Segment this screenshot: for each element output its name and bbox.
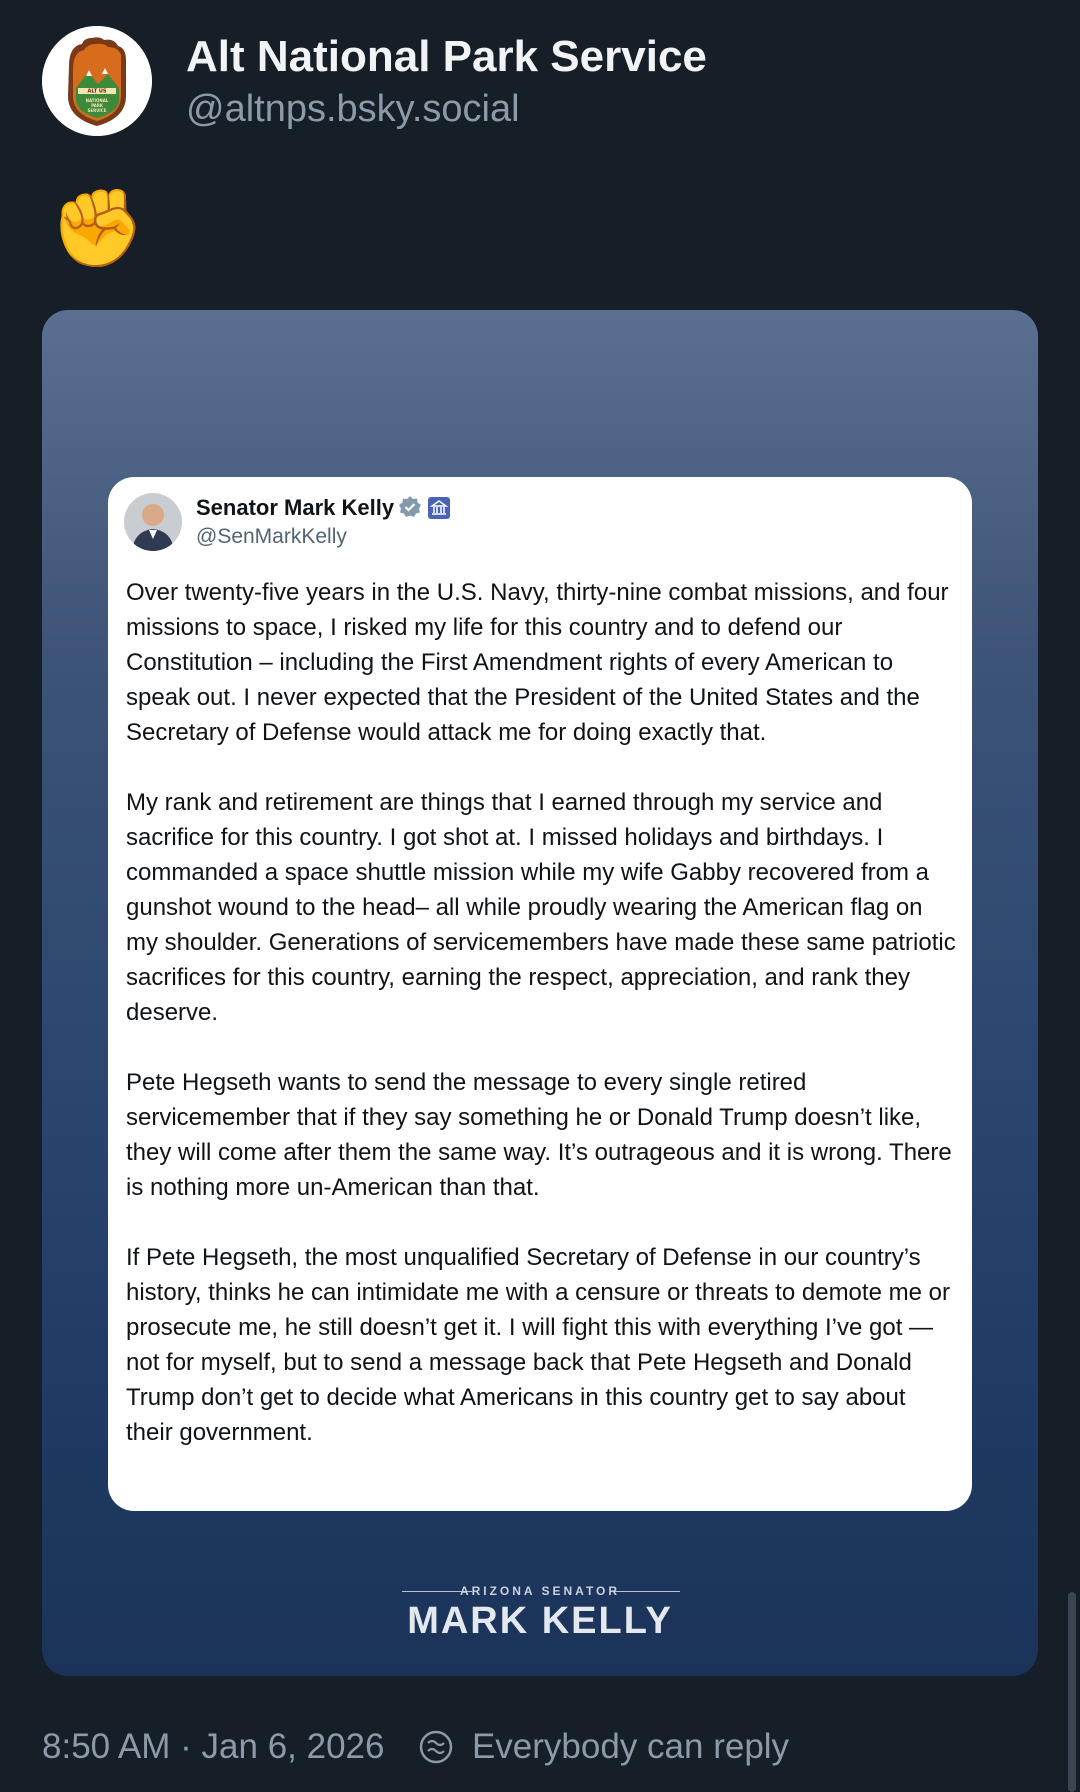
- post-time: 8:50 AM: [42, 1726, 171, 1766]
- verified-badge-icon: [398, 495, 422, 519]
- quoted-name-text: Senator Mark Kelly: [196, 495, 395, 520]
- quoted-handle: @SenMarkKelly: [196, 525, 347, 548]
- post-header: [42, 26, 1042, 138]
- post-text: ✊: [50, 186, 145, 271]
- embedded-image[interactable]: [42, 310, 1038, 1676]
- svg-text:NATIONAL: NATIONAL: [85, 98, 109, 103]
- quoted-post-card: [108, 477, 972, 1511]
- author-avatar[interactable]: [42, 26, 152, 136]
- quoted-avatar: [124, 493, 182, 551]
- branding-subtitle: ARIZONA SENATOR: [459, 1584, 621, 1598]
- quoted-paragraph: My rank and retirement are things that I earned through my service and sacrifice for this country. I got shot at. I missed holidays and birthdays. I commanded a space shuttle mission while my wife Gabby recovered from a gunshot wound to the head– all while proudly wearing the American flag on my shoulder. Generations of servicemembers have made these same patriotic sacrifices for this country, earning the respect, appreciation, and rank they deserve.: [126, 789, 956, 1026]
- author-name[interactable]: Alt National Park Service: [186, 32, 707, 81]
- author-handle[interactable]: @altnps.bsky.social: [186, 88, 520, 130]
- svg-text:SERVICE: SERVICE: [87, 108, 107, 113]
- meta-separator: ·: [180, 1726, 192, 1766]
- quoted-paragraph: Over twenty-five years in the U.S. Navy, thirty-nine combat missions, and four missions to space, I risked my life for this country and to defend our Constitution – including the First Amendment rights of every American to speak out. I never expected that the President of the United States and the Secretary of Defense would attack me for doing exactly that.: [126, 579, 949, 746]
- branding-name: MARK KELLY: [407, 1600, 673, 1642]
- alt-nps-logo-icon: [42, 26, 152, 136]
- scrollbar[interactable]: [1068, 1592, 1076, 1792]
- post-date: Jan 6, 2026: [201, 1726, 385, 1766]
- quoted-paragraph: If Pete Hegseth, the most unqualified Secretary of Defense in our country’s history, thinks he can intimidate me with a censure or threats to demote me or prosecute me, he still doesn’t get it. I will fight this with everything I’ve got — not for myself, but to send a message back that Pete Hegseth and Donald Trump don’t get to decide what Americans in this country get to say about their government.: [126, 1244, 950, 1446]
- senator-branding: [42, 1584, 1038, 1654]
- quoted-name: [196, 495, 450, 521]
- quoted-body: [126, 575, 956, 1485]
- quoted-paragraph: Pete Hegseth wants to send the message to every single retired servicemember that if they say something he or Donald Trump doesn’t like, they will come after them the same way. It’s outrageous and it is wrong. There is nothing more un-American than that.: [126, 1069, 952, 1201]
- svg-text:ALT US: ALT US: [87, 88, 107, 95]
- government-badge-icon: [428, 497, 450, 519]
- post-meta: [42, 1725, 789, 1769]
- svg-text:PARK: PARK: [91, 103, 103, 108]
- reply-setting[interactable]: Everybody can reply: [471, 1726, 790, 1766]
- reply-settings-icon: [418, 1729, 454, 1765]
